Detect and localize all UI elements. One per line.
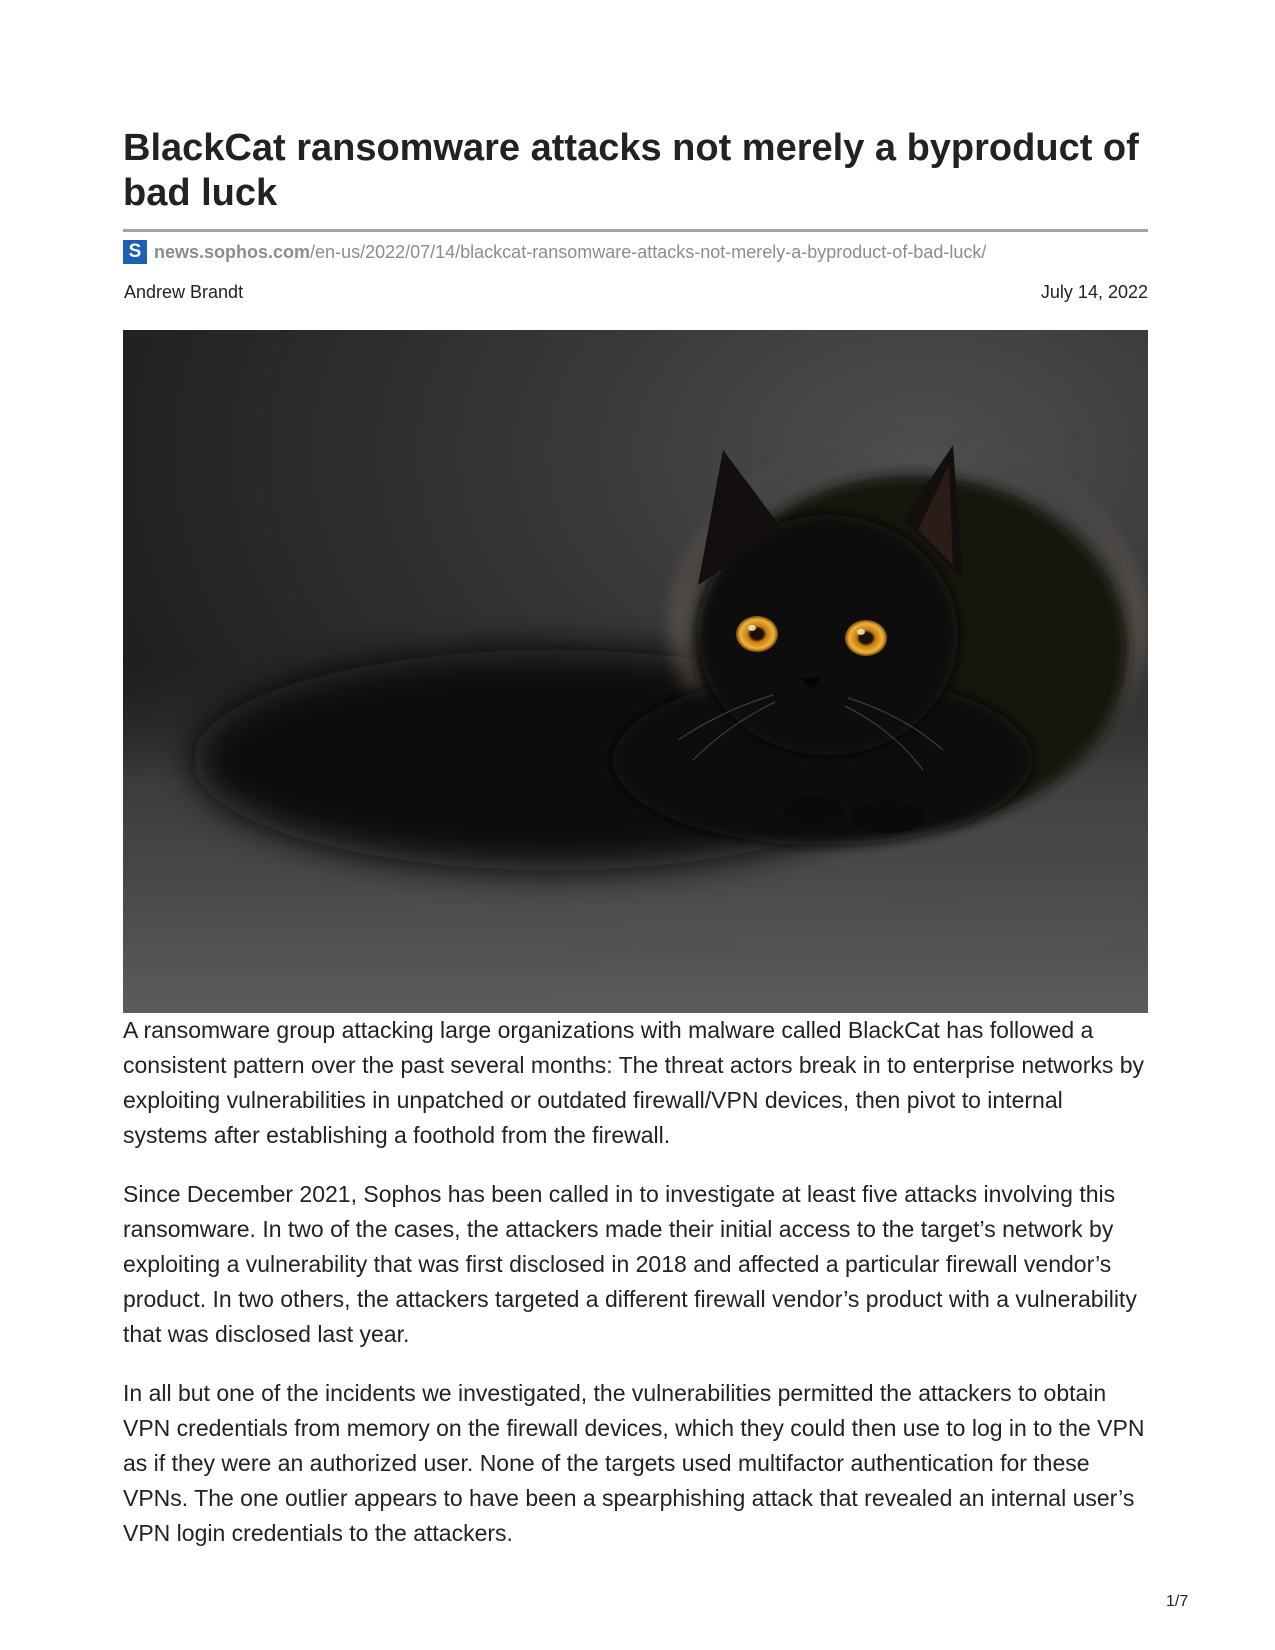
source-link[interactable] <box>123 240 986 264</box>
article-meta <box>123 280 1148 304</box>
hero-image-black-cat <box>123 330 1148 1013</box>
page-number: 1/7 <box>1166 1593 1189 1610</box>
title-divider <box>123 229 1148 232</box>
article-paragraph: A ransomware group attacking large organizations with malware called BlackCat has followed a consistent pattern over the past several months: The threat actors break in to enterprise networks by exploiting vulnerabilities in unpatched or outdated firewall/VPN devices, then pivot to internal systems after establishing a foothold from the firewall. <box>123 1017 1145 1148</box>
article-date: July 14, 2022 <box>1040 282 1148 302</box>
source-domain: news.sophos.com <box>154 241 311 262</box>
article-body <box>123 1013 1148 1575</box>
source-path: /en-us/2022/07/14/blackcat-ransomware-attacks-not-merely-a-byproduct-of-bad-luck/ <box>310 241 987 262</box>
article-author: Andrew Brandt <box>124 282 244 302</box>
source-url[interactable] <box>154 242 986 263</box>
article-paragraph: In all but one of the incidents we investigated, the vulnerabilities permitted the attackers to obtain VPN credentials from memory on the firewall devices, which they could then use to log in to the VPN as if they were an authorized user. None of the targets used multifactor authentication for these VPNs. The one outlier appears to have been a spearphishing attack that revealed an internal user’s VPN login credentials to the attackers. <box>123 1380 1145 1546</box>
sophos-favicon-icon: S <box>123 240 147 264</box>
article-title: BlackCat ransomware attacks not merely a byproduct of bad luck <box>123 127 1139 214</box>
article-paragraph: Since December 2021, Sophos has been called in to investigate at least five attacks involving this ransomware. In two of the cases, the attackers made their initial access to the target’s network by exploiting a vulnerability that was first disclosed in 2018 and affected a particular firewall vendor’s product. In two others, the attackers targeted a different firewall vendor’s product with a vulnerability that was disclosed last year. <box>123 1181 1137 1347</box>
